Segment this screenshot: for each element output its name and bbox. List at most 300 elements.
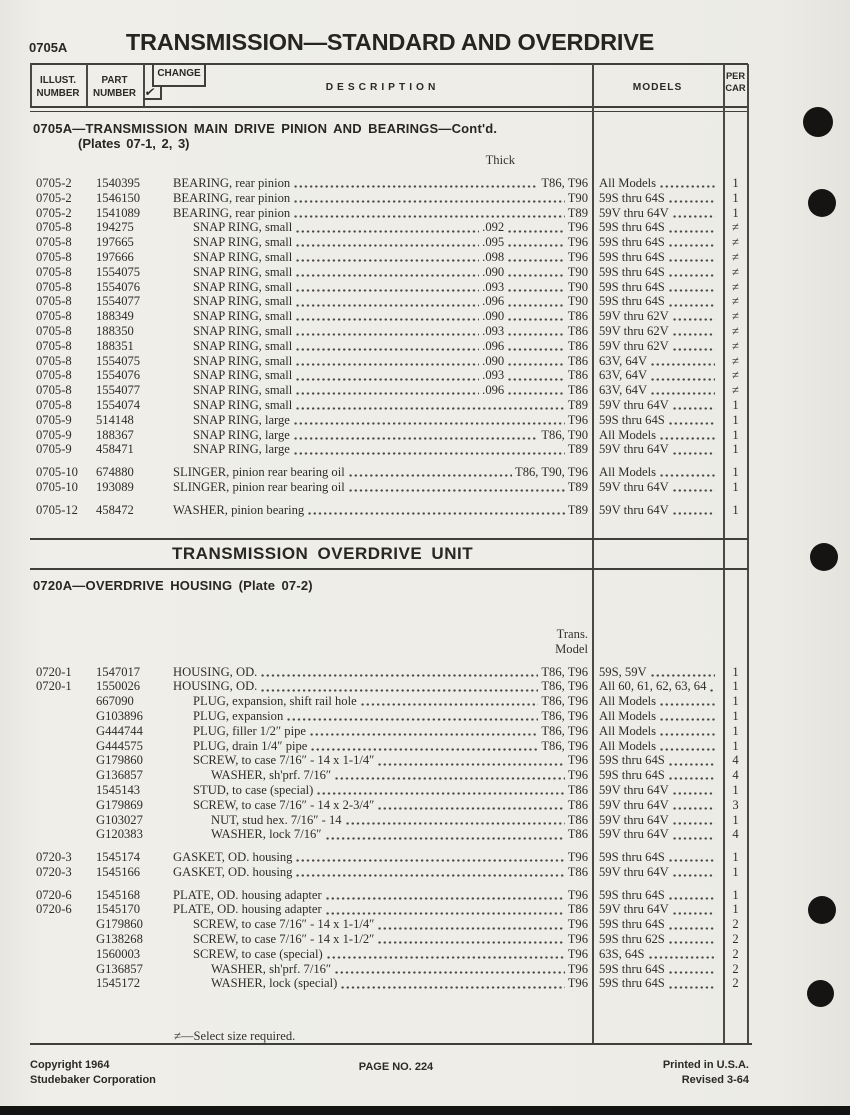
description-cell: [173, 235, 592, 250]
per-car-cell: [723, 947, 748, 962]
per-car-value: ≠: [732, 235, 739, 250]
dot-leader: [668, 888, 715, 903]
models-cell: [592, 724, 723, 739]
illust-number-cell: [30, 753, 86, 768]
trans-model-code: T89: [567, 442, 588, 457]
description-cell: [173, 398, 592, 413]
table-row: [30, 962, 748, 977]
illust-number: 0705-8: [36, 264, 72, 279]
part-number-cell: [86, 753, 173, 768]
per-car-cell: [723, 480, 748, 495]
per-car-cell: [723, 694, 748, 709]
table-row: [30, 280, 748, 295]
trans-model-code: T96: [567, 768, 588, 783]
part-number-cell: [86, 902, 173, 917]
illust-number: 0705-9: [36, 412, 72, 427]
per-car-cell: [723, 176, 748, 191]
part-description: PLUG, expansion: [193, 708, 284, 723]
table-row: [30, 902, 748, 917]
part-description: STUD, to case (special): [193, 782, 314, 797]
header-per-line2: CAR: [725, 83, 746, 93]
part-number-cell: [86, 739, 173, 754]
part-number-cell: [86, 413, 173, 428]
per-car-value: ≠: [732, 368, 739, 383]
per-car-cell: [723, 294, 748, 309]
part-description: SNAP RING, small: [193, 368, 293, 383]
description-cell: [173, 383, 592, 398]
part-number: 667090: [96, 694, 134, 709]
description-cell: [173, 694, 592, 709]
part-number: 1554075: [96, 264, 141, 279]
description-cell: [173, 679, 592, 694]
models-value: 59V thru 64V: [599, 479, 669, 494]
dot-leader: [672, 324, 715, 339]
illust-number-cell: [30, 235, 86, 250]
models-value: 59S, 59V: [599, 664, 647, 679]
models-cell: [592, 694, 723, 709]
table-row: [30, 250, 748, 265]
table-row: [30, 976, 748, 991]
dot-leader: [668, 753, 715, 768]
trans-model-code: T96: [567, 946, 588, 961]
per-car-cell: [723, 902, 748, 917]
part-number: 188350: [96, 323, 134, 338]
per-car-value: 1: [732, 205, 739, 220]
dot-leader: [672, 783, 715, 798]
models-value: 59V thru 64V: [599, 782, 669, 797]
description-cell: [173, 339, 592, 354]
dot-leader: [295, 294, 479, 309]
part-number-cell: [86, 220, 173, 235]
part-number: G103027: [96, 812, 143, 827]
trans-model-code: T86, T96: [541, 723, 588, 738]
description-cell: [173, 206, 592, 221]
description-cell: [173, 902, 592, 917]
dot-leader: [293, 413, 565, 428]
trans-model-code: T89: [567, 479, 588, 494]
part-number-cell: [86, 324, 173, 339]
part-number-cell: [86, 465, 173, 480]
trans-model-code: T86: [567, 782, 588, 797]
table-row: [30, 503, 748, 518]
table-body: [30, 113, 748, 1043]
trans-model-code: T86: [567, 812, 588, 827]
illust-number: 0705-8: [36, 220, 72, 235]
part-number-cell: [86, 917, 173, 932]
description-cell: [173, 827, 592, 842]
per-car-cell: [723, 398, 748, 413]
dot-leader: [325, 827, 565, 842]
part-description: SNAP RING, large: [193, 412, 290, 427]
dot-leader: [295, 235, 479, 250]
dot-leader: [668, 850, 715, 865]
part-number-cell: [86, 962, 173, 977]
dot-leader: [668, 976, 715, 991]
part-description: SLINGER, pinion rear bearing oil: [173, 465, 345, 480]
table-row: [30, 739, 748, 754]
trans-model-code: T90: [567, 190, 588, 205]
part-description: SNAP RING, small: [193, 279, 293, 294]
illust-number: 0705-8: [36, 323, 72, 338]
description-cell: [173, 191, 592, 206]
per-car-cell: [723, 888, 748, 903]
illust-number: 0720-3: [36, 850, 72, 865]
models-value: All Models: [599, 738, 657, 753]
indent-spacer: [173, 294, 193, 309]
description-cell: [173, 753, 592, 768]
per-car-value: 4: [732, 753, 739, 768]
part-number-cell: [86, 888, 173, 903]
illust-number: 0720-3: [36, 864, 72, 879]
dot-leader: [295, 265, 479, 280]
per-car-value: 1: [732, 679, 739, 694]
models-value: 63V, 64V: [599, 383, 648, 398]
part-number-cell: [86, 280, 173, 295]
dot-leader: [295, 220, 479, 235]
illust-number-cell: [30, 850, 86, 865]
part-number-cell: [86, 865, 173, 880]
models-value: All Models: [599, 694, 657, 709]
models-cell: [592, 902, 723, 917]
part-description: PLUG, drain 1/4″ pipe: [193, 738, 308, 753]
part-number-cell: [86, 798, 173, 813]
dot-leader: [659, 176, 715, 191]
per-car-value: 2: [732, 976, 739, 991]
models-value: All 60, 61, 62, 63, 64: [599, 679, 707, 694]
illust-number-cell: [30, 465, 86, 480]
trans-model-code: T86: [567, 368, 588, 383]
table-row: [30, 309, 748, 324]
part-description: SCREW, to case 7/16″ - 14 x 1-1/4″: [193, 917, 375, 932]
trans-model-code: T86: [567, 797, 588, 812]
part-number-cell: [86, 724, 173, 739]
models-cell: [592, 947, 723, 962]
part-number: 1545168: [96, 887, 141, 902]
dot-leader: [672, 503, 715, 518]
indent-spacer: [173, 309, 193, 324]
description-cell: [173, 665, 592, 680]
table-row: [30, 850, 748, 865]
illust-number-cell: [30, 383, 86, 398]
models-value: 59S thru 64S: [599, 235, 665, 250]
description-cell: [173, 354, 592, 369]
dot-leader: [668, 265, 715, 280]
indent-spacer: [173, 917, 193, 932]
dot-leader: [672, 902, 715, 917]
dot-leader: [507, 309, 564, 324]
description-cell: [173, 917, 592, 932]
dot-leader: [377, 753, 564, 768]
row-group: [30, 888, 748, 992]
illust-number-cell: [30, 827, 86, 842]
row-group: [30, 665, 748, 843]
header-per-car: [723, 70, 748, 94]
models-value: 59S thru 64S: [599, 976, 665, 991]
dot-leader: [310, 739, 538, 754]
dot-leader: [377, 917, 564, 932]
dot-leader: [340, 976, 564, 991]
models-cell: [592, 368, 723, 383]
part-description: WASHER, sh'prf. 7/16″: [211, 961, 332, 976]
table-row: [30, 665, 748, 680]
dot-leader: [672, 813, 715, 828]
part-number-cell: [86, 976, 173, 991]
per-car-cell: [723, 503, 748, 518]
per-car-value: 1: [732, 723, 739, 738]
part-description: SNAP RING, large: [193, 442, 290, 457]
per-car-cell: [723, 768, 748, 783]
part-description: HOUSING, OD.: [173, 664, 258, 679]
dot-leader: [668, 768, 715, 783]
models-value: 59S thru 64S: [599, 768, 665, 783]
header-illust-number: [30, 75, 86, 100]
illust-number-cell: [30, 679, 86, 694]
dot-leader: [668, 294, 715, 309]
part-number: 1554076: [96, 368, 141, 383]
indent-spacer: [173, 428, 193, 443]
dot-leader: [650, 368, 715, 383]
trans-model-code: T89: [567, 205, 588, 220]
footer-copyright: [30, 1058, 156, 1088]
indent-spacer: [173, 413, 193, 428]
table-row: [30, 191, 748, 206]
table-row: [30, 783, 748, 798]
dot-leader: [326, 947, 565, 962]
part-description: SCREW, to case (special): [193, 946, 323, 961]
models-value: 59V thru 64V: [599, 442, 669, 457]
part-number: G136857: [96, 961, 143, 976]
trans-model-code: T96: [567, 220, 588, 235]
illust-number-cell: [30, 783, 86, 798]
part-number: G179869: [96, 797, 143, 812]
part-description: SCREW, to case 7/16″ - 14 x 1-1/2″: [193, 932, 375, 947]
footer-copyright-line1: Copyright 1964: [30, 1059, 110, 1071]
models-cell: [592, 191, 723, 206]
description-cell: [173, 465, 592, 480]
description-cell: [173, 932, 592, 947]
part-number: 1546150: [96, 190, 141, 205]
indent-spacer: [173, 694, 193, 709]
dot-leader: [307, 503, 565, 518]
page-title: TRANSMISSION—STANDARD AND OVERDRIVE: [125, 29, 655, 55]
table-row: [30, 865, 748, 880]
dot-leader: [672, 398, 715, 413]
table-row: [30, 827, 748, 842]
table-row: [30, 932, 748, 947]
size-value: .093: [482, 323, 505, 338]
table-row: [30, 888, 748, 903]
part-number-cell: [86, 783, 173, 798]
models-cell: [592, 827, 723, 842]
per-car-value: 4: [732, 827, 739, 842]
dot-leader: [507, 294, 564, 309]
part-number: 1554076: [96, 279, 141, 294]
models-value: 59S thru 64S: [599, 294, 665, 309]
part-number: 1540395: [96, 176, 141, 190]
table-row: [30, 176, 748, 191]
part-number: 458472: [96, 502, 134, 517]
illust-number: 0720-6: [36, 887, 72, 902]
part-description: SNAP RING, small: [193, 294, 293, 309]
part-number-cell: [86, 235, 173, 250]
models-cell: [592, 865, 723, 880]
part-number-cell: [86, 206, 173, 221]
per-car-cell: [723, 465, 748, 480]
column-note-line: Model: [555, 641, 588, 656]
models-value: 59V thru 64V: [599, 827, 669, 842]
punch-hole: [807, 980, 834, 1007]
illust-number-cell: [30, 739, 86, 754]
dot-leader: [668, 191, 715, 206]
models-value: 59S thru 64S: [599, 961, 665, 976]
header-per-line1: PER: [725, 71, 746, 81]
dot-leader: [507, 235, 564, 250]
per-car-cell: [723, 850, 748, 865]
models-value: 59V thru 62V: [599, 323, 669, 338]
part-description: GASKET, OD. housing: [173, 864, 293, 879]
part-number-cell: [86, 768, 173, 783]
models-cell: [592, 354, 723, 369]
models-value: 59S thru 64S: [599, 279, 665, 294]
per-car-value: 1: [732, 708, 739, 723]
header-illust-line1: ILLUST.: [40, 75, 76, 86]
description-cell: [173, 265, 592, 280]
illust-number-cell: [30, 294, 86, 309]
part-number-cell: [86, 428, 173, 443]
models-value: All Models: [599, 723, 657, 738]
table-row: [30, 220, 748, 235]
description-cell: [173, 176, 592, 191]
models-cell: [592, 917, 723, 932]
per-car-value: 1: [732, 812, 739, 827]
models-value: 59S thru 64S: [599, 887, 665, 902]
size-value: .093: [482, 368, 505, 383]
dot-leader: [668, 962, 715, 977]
part-number: 1554074: [96, 397, 141, 412]
illust-number: 0705-9: [36, 442, 72, 457]
trans-model-code: T86: [567, 827, 588, 842]
scan-edge-bar: [0, 1106, 850, 1115]
dot-leader: [316, 783, 564, 798]
punch-hole: [808, 189, 836, 217]
per-car-cell: [723, 827, 748, 842]
row-group: [30, 465, 748, 495]
footer-page-number: PAGE NO. 224: [358, 1061, 434, 1073]
per-car-value: 1: [732, 850, 739, 865]
part-number: 1554077: [96, 294, 141, 309]
section-main-drive-pinion: [30, 121, 748, 518]
dot-leader: [668, 220, 715, 235]
dot-leader: [293, 428, 538, 443]
trans-model-code: T86, T90, T96: [515, 465, 588, 480]
part-number: 1545172: [96, 976, 141, 991]
size-value: .096: [482, 294, 505, 309]
trans-model-code: T90: [567, 279, 588, 294]
per-car-value: ≠: [732, 353, 739, 368]
indent-spacer: [173, 354, 193, 369]
dot-leader: [293, 176, 538, 191]
row-group: [30, 503, 748, 518]
illust-number-cell: [30, 724, 86, 739]
indent-spacer: [173, 827, 211, 842]
per-car-cell: [723, 383, 748, 398]
models-value: 63V, 64V: [599, 353, 648, 368]
indent-spacer: [173, 739, 193, 754]
table-row: [30, 465, 748, 480]
part-number-cell: [86, 339, 173, 354]
per-car-cell: [723, 753, 748, 768]
models-cell: [592, 465, 723, 480]
size-value: .090: [482, 309, 505, 324]
description-cell: [173, 324, 592, 339]
illust-number-cell: [30, 339, 86, 354]
models-cell: [592, 398, 723, 413]
header-description: DESCRIPTION: [325, 82, 440, 93]
part-number: G444744: [96, 723, 143, 738]
models-value: 59V thru 64V: [599, 205, 669, 220]
dot-leader: [672, 309, 715, 324]
part-number: 1541089: [96, 205, 141, 220]
dot-leader: [295, 865, 564, 880]
illust-number-cell: [30, 976, 86, 991]
header-change-label: CHANGE: [157, 68, 201, 79]
models-value: 59V thru 64V: [599, 902, 669, 917]
models-value: 59S thru 64S: [599, 264, 665, 279]
dot-leader: [334, 962, 565, 977]
punch-hole: [808, 896, 836, 924]
band-heading: [30, 538, 748, 570]
part-number: G444575: [96, 738, 143, 753]
models-value: 59S thru 62S: [599, 932, 665, 947]
part-description: PLUG, expansion, shift rail hole: [193, 694, 357, 709]
trans-model-code: T86, T96: [541, 176, 588, 190]
models-cell: [592, 428, 723, 443]
table-row: [30, 768, 748, 783]
footer-copyright-line2: Studebaker Corporation: [30, 1074, 156, 1086]
dot-leader: [360, 694, 539, 709]
indent-spacer: [173, 339, 193, 354]
per-car-cell: [723, 265, 748, 280]
punch-hole: [810, 543, 838, 571]
dot-leader: [507, 339, 564, 354]
table-row: [30, 480, 748, 495]
illust-number-cell: [30, 428, 86, 443]
indent-spacer: [173, 265, 193, 280]
indent-spacer: [173, 442, 193, 457]
header-double-rule: [30, 106, 748, 108]
trans-model-code: T86: [567, 902, 588, 917]
part-number-cell: [86, 294, 173, 309]
part-number-cell: [86, 442, 173, 457]
footer-printing-info: [500, 1058, 749, 1088]
illust-number: 0705-8: [36, 397, 72, 412]
header-illust-line2: NUMBER: [36, 87, 80, 99]
trans-model-code: T96: [567, 249, 588, 264]
per-car-value: ≠: [732, 323, 739, 338]
dot-leader: [295, 280, 479, 295]
illust-number: 0720-6: [36, 902, 72, 917]
description-cell: [173, 294, 592, 309]
illust-number: 0705-9: [36, 427, 72, 442]
part-description: SLINGER, pinion rear bearing oil: [173, 479, 345, 494]
part-description: PLATE, OD. housing adapter: [173, 887, 322, 902]
illust-number: 0705-8: [36, 309, 72, 324]
part-number: 188367: [96, 427, 134, 442]
part-number: 1545166: [96, 864, 141, 879]
illust-number: 0705-2: [36, 205, 72, 220]
part-number: 1545170: [96, 902, 141, 917]
dot-leader: [295, 368, 479, 383]
